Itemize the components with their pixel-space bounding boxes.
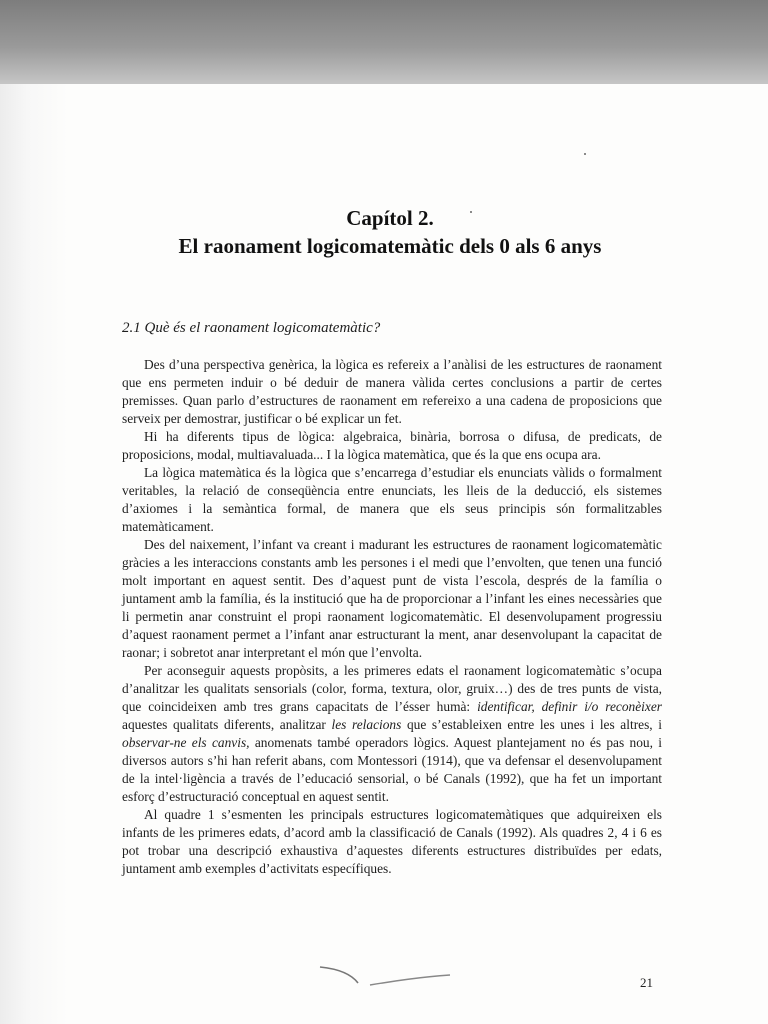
paragraph: Al quadre 1 s’esmenten les principals estructures logicomatemàtiques que adquireixen els infants de les primeres edats, d’acord amb la classificació de Canals (1992). Als quadres 2, 4 i 6 es pot trobar una descripció exhaustiva d’aquestes diferents estructures distribuïdes per edats, juntament amb exemples d’activitats específiques. — [122, 807, 662, 876]
paragraph: Hi ha diferents tipus de lògica: algebraica, binària, borrosa o difusa, de predicats, de proposicions, modal, multiavaluada... I la lògica matemàtica, que és la que ens ocupa ara. — [122, 429, 662, 462]
chapter-number: Capítol 2. — [346, 206, 434, 230]
paragraph-text: anomenats també operadors lògics. Aquest plantejament no és pas nou, i diversos autors s’hi han referit abans, com Montessori (1914), que va defensar el desenvolupament de la intel·ligència a través de l’educació sensorial, o bé Canals (1992), que ha fet un important esforç d’estructuració conceptual en aquest sentit. — [122, 735, 662, 804]
section-heading: 2.1 Què és el raonament logicomatemàtic? — [122, 320, 381, 336]
paragraph-text: aquestes qualitats diferents, analitzar — [122, 717, 332, 732]
paragraph: La lògica matemàtica és la lògica que s’encarrega d’estudiar els enunciats vàlids o formalment veritables, la relació de conseqüència entre enunciats, les lleis de la deducció, els sistemes d’axiomes i la semàntica formal, de manera que els seus principis són formalitzables matemàticament. — [122, 465, 662, 534]
body-text — [122, 356, 662, 878]
italic-term: identificar, definir i/o reconèixer — [477, 699, 662, 714]
italic-term: observar-ne els canvis, — [122, 735, 250, 750]
scanner-background — [0, 0, 768, 86]
page-binding-shadow — [0, 84, 68, 1024]
paragraph-text: que s’estableixen entre les unes i les altres, i — [401, 717, 662, 732]
paragraph-text: Per aconseguir aquests propòsits, a les primeres edats el raonament logicomatemàtic s’ocupa d’analitzar les qualitats sensorials (color, forma, textura, olor, gruix…) des de tres punts de vista, que coincideixen amb tres grans capacitats de l’ésser humà: — [122, 663, 662, 714]
scan-speck — [584, 153, 586, 155]
page-number: 21 — [640, 975, 653, 990]
italic-term: les relacions — [331, 717, 402, 732]
chapter-title: El raonament logicomatemàtic dels 0 als 6 anys — [178, 234, 602, 258]
pencil-mark — [300, 955, 470, 995]
paragraph: Des d’una perspectiva genèrica, la lògica es refereix a l’anàlisi de les estructures de raonament que ens permeten induir o bé deduir de manera vàlida certes conclusions a partir de certes premisses. Quan parlo d’estructures de raonament em refereixo a una cadena de proposicions que serveix per demostrar, justificar o bé explicar un fet. — [122, 357, 662, 426]
paragraph — [122, 662, 662, 806]
paragraph: Des del naixement, l’infant va creant i madurant les estructures de raonament logicomatemàtic gràcies a les interaccions constants amb les persones i el medi que l’envolten, que tenen una funció molt important en aquest sentit. Des d’aquest punt de vista l’escola, després de la família o juntament amb la família, és la institució que ha de proporcionar a l’infant les eines necessàries que li permetin anar construint el propi raonament logicomatemàtic. El desenvolupament progressiu d’aquest raonament permet a l’infant anar estructurant la ment, anar desenvolupant la capacitat de raonar; i sobretot anar interpretant el món que l’envolta. — [122, 537, 662, 660]
